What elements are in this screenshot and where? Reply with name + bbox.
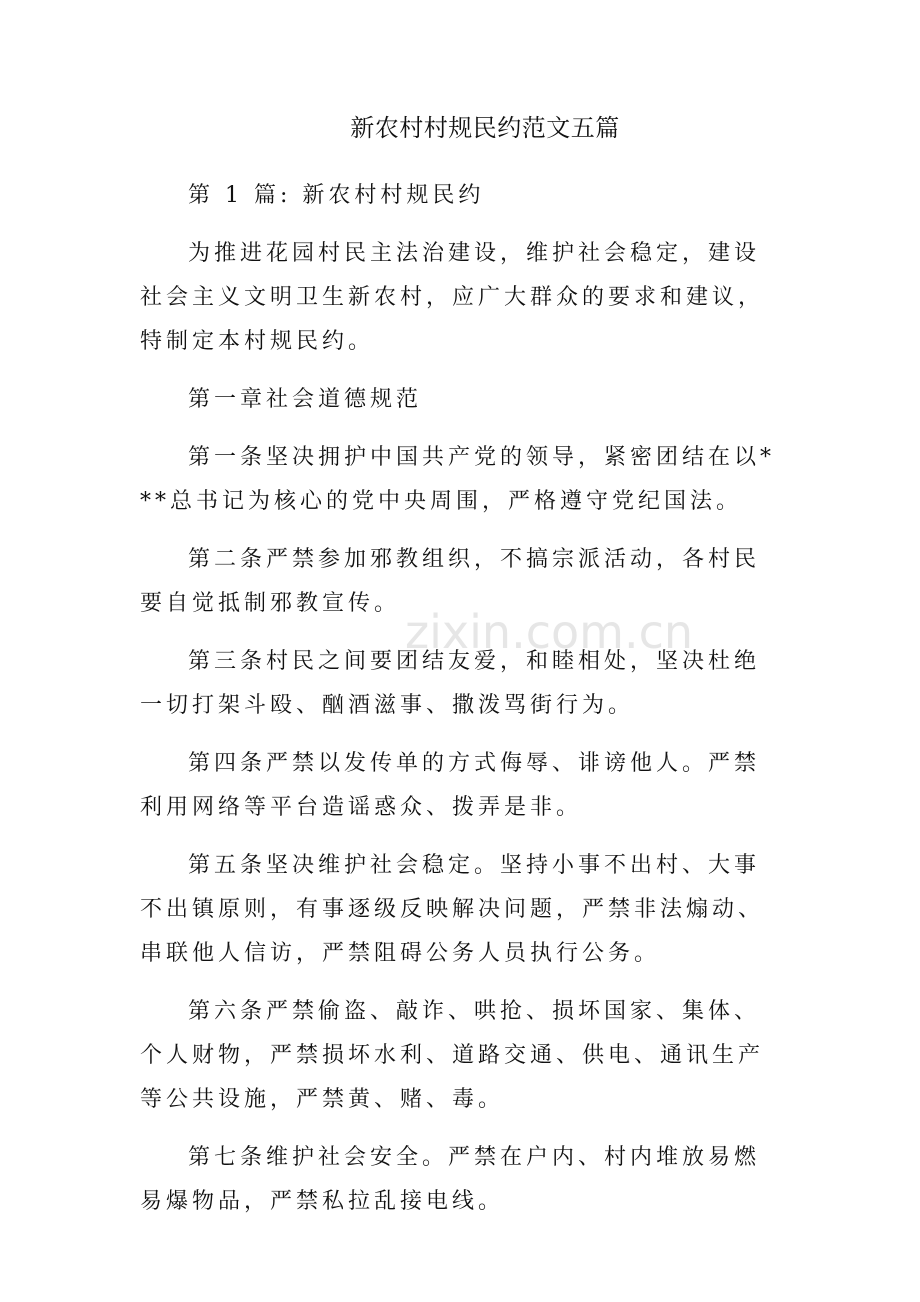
watermark-text: zixin.com.cn [405, 605, 694, 659]
article-7-paragraph: 第七条维护社会安全。严禁在户内、村内堆放易燃易爆物品，严禁私拉乱接电线。 [140, 1145, 761, 1214]
article-5-paragraph: 第五条坚决维护社会稳定。坚持小事不出村、大事不出镇原则，有事逐级反映解决问题，严禁非法煽动、串联他人信访，严禁阻碍公务人员执行公务。 [140, 853, 765, 966]
article-3-paragraph: 第三条村民之间要团结友爱，和睦相处，坚决杜绝一切打架斗殴、酗酒滋事、撒泼骂街行为。 [140, 649, 761, 718]
chapter-heading: 第一章社会道德规范 [188, 387, 423, 412]
section-heading: 第 1 篇: 新农村村规民约 [188, 183, 485, 208]
article-6-paragraph: 第六条严禁偷盗、敲诈、哄抢、损坏国家、集体、个人财物，严禁损坏水利、道路交通、供电、通讯生产等公共设施，严禁黄、赌、毒。 [140, 999, 765, 1112]
article-1-paragraph: 第一条坚决拥护中国共产党的领导，紧密团结在以***总书记为核心的党中央周围，严格遵守党纪国法。 [140, 445, 776, 514]
document-body [140, 174, 782, 1238]
article-4-paragraph: 第四条严禁以发传单的方式侮辱、诽谤他人。严禁利用网络等平台造谣惑众、拨弄是非。 [140, 751, 761, 820]
intro-paragraph: 为推进花园村民主法治建设，维护社会稳定，建设社会主义文明卫生新农村，应广大群众的要求和建议，特制定本村规民约。 [140, 241, 765, 354]
article-2-paragraph: 第二条严禁参加邪教组织，不搞宗派活动，各村民要自觉抵制邪教宣传。 [140, 547, 761, 616]
document-title: 新农村村规民约范文五篇 [350, 114, 620, 142]
